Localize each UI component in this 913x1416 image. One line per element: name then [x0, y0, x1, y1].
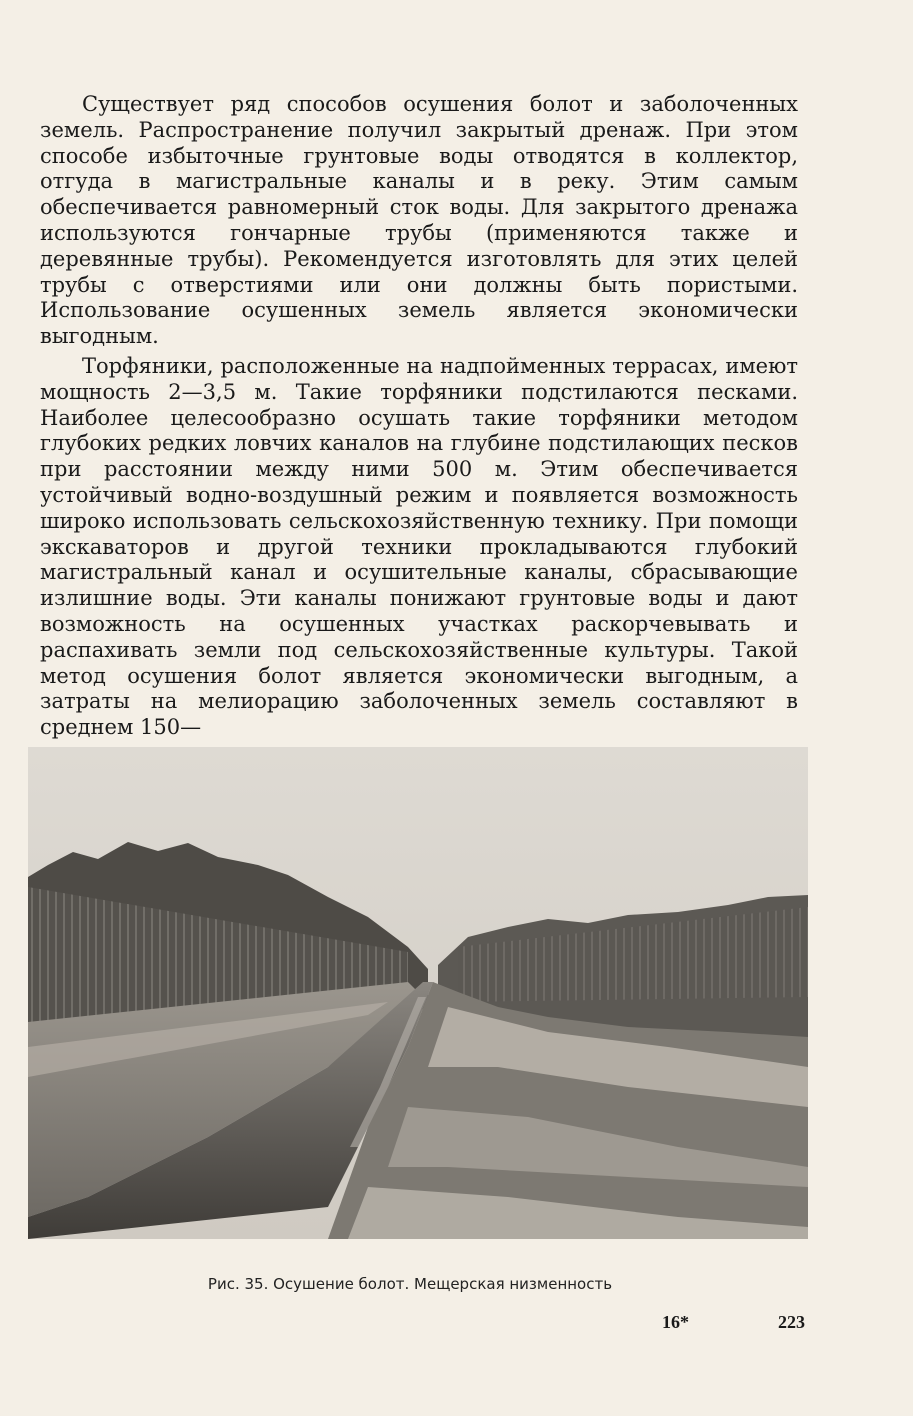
page-number: 223: [778, 1312, 805, 1332]
figure-caption: Рис. 35. Осушение болот. Мещерская низменность: [207, 1275, 613, 1293]
paragraph-1: Существует ряд способов осушения болот и заболоченных земель. Распространение получил закрытый дренаж. При этом способе избыточные грунтовые воды отводятся в коллектор, отгуда в магистральные каналы и в реку. Этим самым обеспечивается равномерный сток воды. Для закрытого дренажа используются гончарные трубы (применяются также и деревянные трубы). Рекомендуется изготовлять для этих целей трубы с отверстиями или они должны быть пористыми. Использование осушенных земель является экономически выгодным.: [40, 92, 798, 349]
figure-photo: [28, 747, 808, 1239]
signature-mark: 16*: [662, 1312, 689, 1332]
paragraph-2: Торфяники, расположенные на надпойменных террасах, имеют мощность 2—3,5 м. Такие торфяники подстилаются песками. Наиболее целесообразно осушать такие торфяники методом глубоких редких ловчих каналов на глубине подстилающих песков при расстоянии между ними 500 м. Этим обеспечивается устойчивый водно-воздушный режим и появляется возможность широко использовать сельскохозяйственную технику. При помощи экскаваторов и другой техники прокладываются глубокий магистральный канал и осушительные каналы, сбрасывающие излишние воды. Эти каналы понижают грунтовые воды и дают возможность на осушенных участках раскорчевывать и распахивать земли под сельскохозяйственные культуры. Такой метод осушения болот является экономически выгодным, а затраты на мелиорацию заболоченных земель составляют в среднем 150—: [40, 353, 798, 740]
body-text: [40, 92, 798, 741]
drainage-canal-photo: [28, 747, 808, 1239]
